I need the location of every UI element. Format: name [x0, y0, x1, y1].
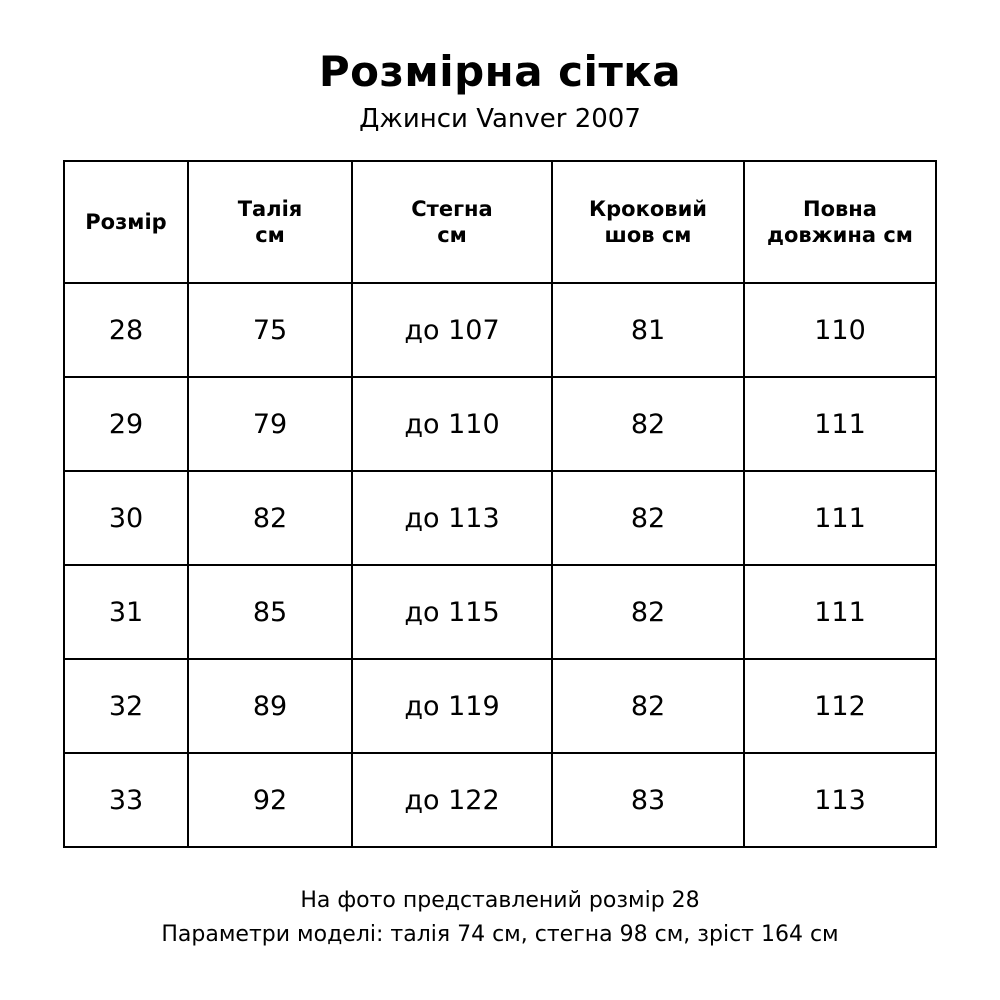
- cell-hips: до 113: [352, 471, 552, 565]
- column-header-line: Розмір: [85, 209, 167, 234]
- cell-inseam: 82: [552, 565, 744, 659]
- cell-full-length: 113: [744, 753, 936, 847]
- table-header: [64, 161, 936, 283]
- cell-size: 31: [64, 565, 188, 659]
- table-header-row: [64, 161, 936, 283]
- footnote-model-params: Параметри моделі: талія 74 см, стегна 98 см, зріст 164 см: [161, 922, 839, 948]
- table-row: [64, 471, 936, 565]
- table-body: [64, 283, 936, 847]
- cell-inseam: 83: [552, 753, 744, 847]
- column-header-line: довжина см: [767, 223, 913, 248]
- cell-size: 29: [64, 377, 188, 471]
- cell-full-length: 112: [744, 659, 936, 753]
- cell-inseam: 82: [552, 471, 744, 565]
- table-row: [64, 283, 936, 377]
- column-header-hips: [352, 161, 552, 283]
- cell-full-length: 111: [744, 471, 936, 565]
- table-row: [64, 659, 936, 753]
- column-header-line: Повна: [803, 196, 877, 221]
- column-header-full-length: [744, 161, 936, 283]
- cell-full-length: 111: [744, 565, 936, 659]
- cell-hips: до 119: [352, 659, 552, 753]
- column-header-line: шов см: [604, 223, 692, 248]
- column-header-waist: [188, 161, 352, 283]
- cell-size: 32: [64, 659, 188, 753]
- footnote-photo-size: На фото представлений розмір 28: [300, 888, 700, 914]
- page-title: Розмірна сітка: [318, 47, 682, 96]
- cell-waist: 85: [188, 565, 352, 659]
- footnotes: [161, 884, 838, 952]
- cell-inseam: 81: [552, 283, 744, 377]
- cell-hips: до 110: [352, 377, 552, 471]
- table-row: [64, 753, 936, 847]
- cell-waist: 79: [188, 377, 352, 471]
- cell-waist: 89: [188, 659, 352, 753]
- page-subtitle: Джинси Vanver 2007: [359, 104, 641, 135]
- cell-size: 28: [64, 283, 188, 377]
- column-header-size: [64, 161, 188, 283]
- cell-waist: 82: [188, 471, 352, 565]
- column-header-inseam: [552, 161, 744, 283]
- column-header-line: Стегна: [411, 196, 493, 221]
- column-header-line: см: [437, 223, 467, 248]
- table-row: [64, 377, 936, 471]
- cell-waist: 92: [188, 753, 352, 847]
- cell-hips: до 115: [352, 565, 552, 659]
- table-row: [64, 565, 936, 659]
- cell-full-length: 111: [744, 377, 936, 471]
- column-header-line: Кроковий: [588, 196, 708, 221]
- cell-full-length: 110: [744, 283, 936, 377]
- column-header-line: см: [255, 223, 285, 248]
- cell-waist: 75: [188, 283, 352, 377]
- cell-size: 33: [64, 753, 188, 847]
- cell-hips: до 107: [352, 283, 552, 377]
- cell-inseam: 82: [552, 377, 744, 471]
- cell-hips: до 122: [352, 753, 552, 847]
- cell-inseam: 82: [552, 659, 744, 753]
- size-table: [63, 160, 937, 848]
- column-header-line: Талія: [237, 196, 303, 221]
- cell-size: 30: [64, 471, 188, 565]
